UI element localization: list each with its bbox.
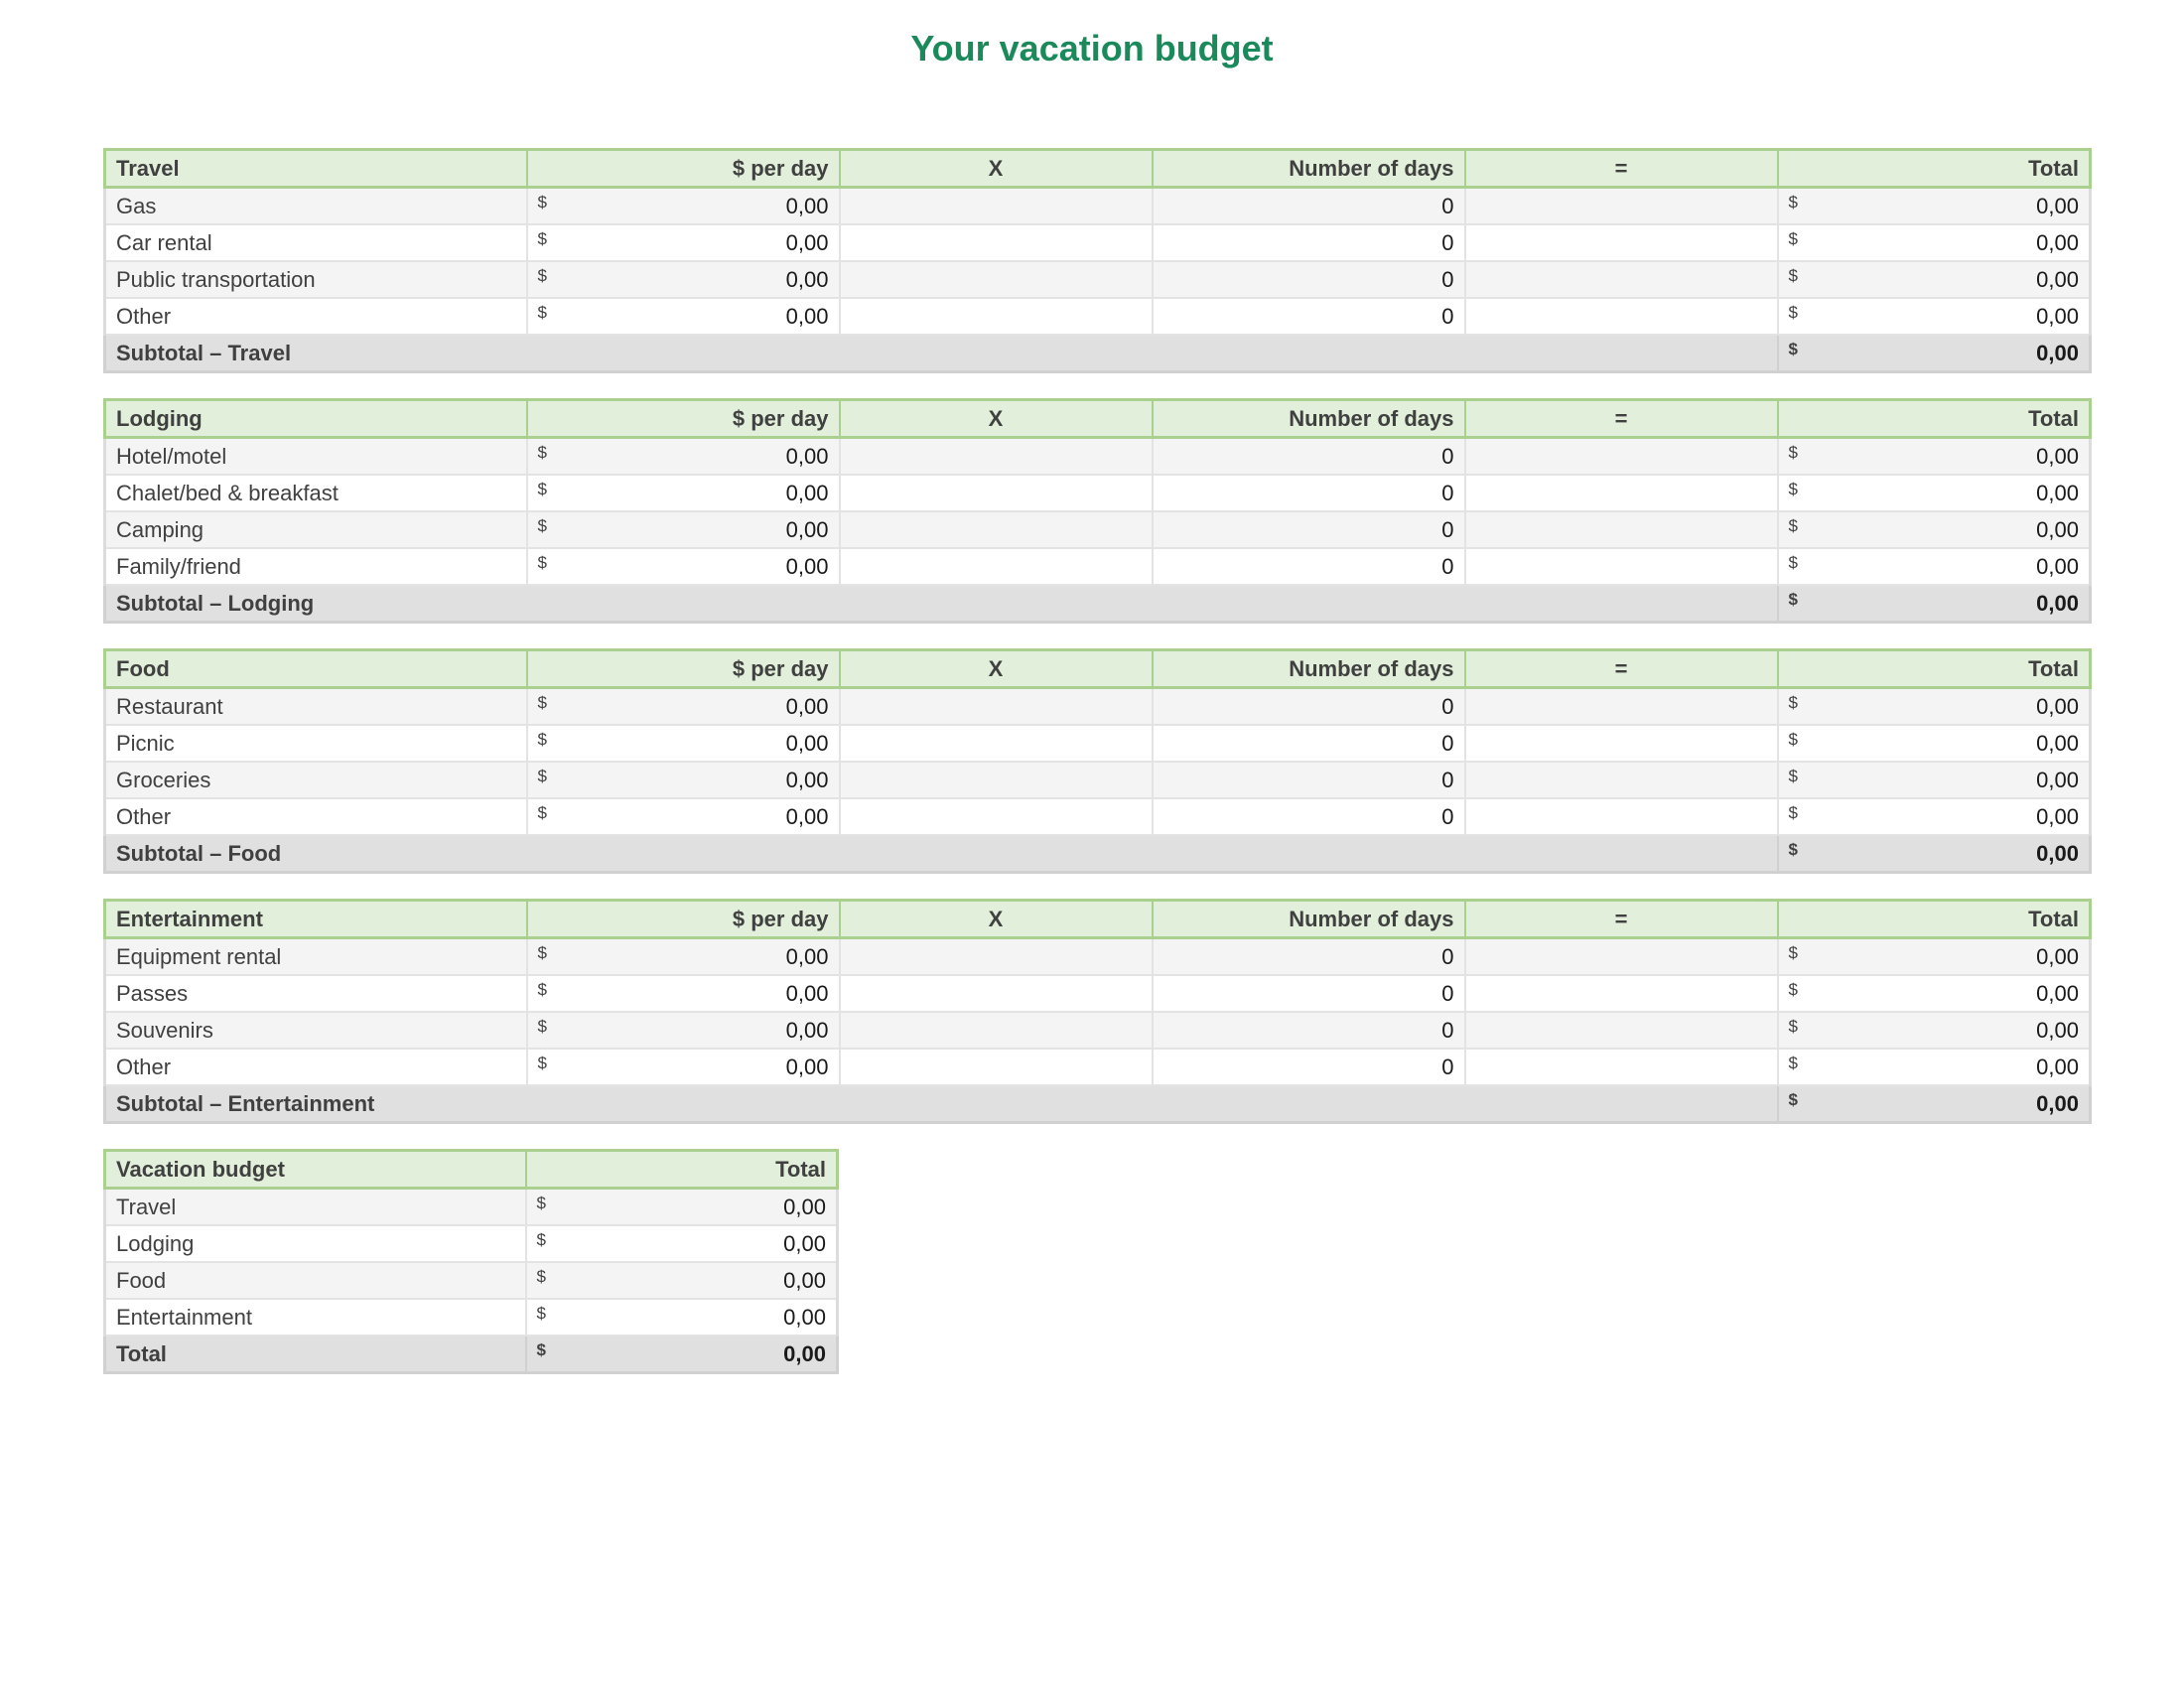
section-title: Travel bbox=[105, 150, 527, 188]
subtotal-value: 0,00 bbox=[2036, 840, 2079, 866]
item-label: Other bbox=[105, 298, 527, 335]
currency-symbol: $ bbox=[537, 980, 547, 999]
times-cell bbox=[840, 511, 1153, 548]
total-cell bbox=[1778, 762, 2091, 798]
total-value: 0,00 bbox=[2036, 980, 2079, 1006]
page-title: Your vacation budget bbox=[910, 28, 1274, 69]
currency-symbol: $ bbox=[537, 266, 547, 285]
item-label: Passes bbox=[105, 975, 527, 1012]
total-cell bbox=[1778, 475, 2091, 511]
per-day-value: 0,00 bbox=[785, 1017, 829, 1043]
table-row bbox=[105, 688, 2091, 726]
per-day-cell[interactable] bbox=[527, 975, 840, 1012]
summary-label: Food bbox=[105, 1262, 526, 1299]
per-day-cell[interactable] bbox=[527, 548, 840, 585]
per-day-value: 0,00 bbox=[785, 693, 829, 719]
times-cell bbox=[840, 475, 1153, 511]
days-cell[interactable]: 0 bbox=[1153, 1012, 1465, 1049]
item-label: Picnic bbox=[105, 725, 527, 762]
days-cell[interactable]: 0 bbox=[1153, 438, 1465, 476]
per-day-value: 0,00 bbox=[785, 266, 829, 292]
per-day-cell[interactable] bbox=[527, 298, 840, 335]
currency-symbol: $ bbox=[1788, 840, 1798, 859]
item-label: Other bbox=[105, 798, 527, 835]
days-cell[interactable]: 0 bbox=[1153, 725, 1465, 762]
per-day-cell[interactable] bbox=[527, 438, 840, 476]
times-cell bbox=[840, 548, 1153, 585]
subtotal-label: Subtotal – Travel bbox=[105, 335, 1778, 372]
total-value: 0,00 bbox=[2036, 693, 2079, 719]
equals-cell bbox=[1465, 762, 1778, 798]
summary-value: 0,00 bbox=[783, 1267, 826, 1293]
currency-symbol: $ bbox=[537, 229, 547, 248]
table-row bbox=[105, 475, 2091, 511]
item-label: Other bbox=[105, 1049, 527, 1085]
subtotal-cell bbox=[1778, 335, 2091, 372]
total-value: 0,00 bbox=[2036, 1054, 2079, 1079]
currency-symbol: $ bbox=[1788, 730, 1798, 749]
per-day-cell[interactable] bbox=[527, 938, 840, 976]
summary-table bbox=[103, 1149, 839, 1374]
currency-symbol: $ bbox=[537, 516, 547, 535]
per-day-cell[interactable] bbox=[527, 1049, 840, 1085]
currency-symbol: $ bbox=[1788, 943, 1798, 962]
currency-symbol: $ bbox=[1788, 803, 1798, 822]
item-label: Souvenirs bbox=[105, 1012, 527, 1049]
days-cell[interactable]: 0 bbox=[1153, 188, 1465, 225]
table-row bbox=[105, 1049, 2091, 1085]
currency-symbol: $ bbox=[1788, 340, 1798, 358]
equals-cell bbox=[1465, 298, 1778, 335]
days-cell[interactable]: 0 bbox=[1153, 298, 1465, 335]
total-cell bbox=[1778, 224, 2091, 261]
subtotal-row bbox=[105, 1085, 2091, 1123]
days-cell[interactable]: 0 bbox=[1153, 975, 1465, 1012]
table-row bbox=[105, 548, 2091, 585]
table-row bbox=[105, 261, 2091, 298]
subtotal-cell bbox=[1778, 585, 2091, 623]
item-label: Public transportation bbox=[105, 261, 527, 298]
per-day-value: 0,00 bbox=[785, 553, 829, 579]
total-value: 0,00 bbox=[2036, 480, 2079, 505]
summary-value: 0,00 bbox=[783, 1194, 826, 1219]
subtotal-cell bbox=[1778, 835, 2091, 873]
table-row bbox=[105, 511, 2091, 548]
days-cell[interactable]: 0 bbox=[1153, 261, 1465, 298]
equals-cell bbox=[1465, 511, 1778, 548]
total-value: 0,00 bbox=[2036, 229, 2079, 255]
currency-symbol: $ bbox=[1788, 1017, 1798, 1036]
travel-table bbox=[103, 148, 2092, 373]
currency-symbol: $ bbox=[537, 480, 547, 498]
col-per-day-header: $ per day bbox=[527, 901, 840, 938]
equals-cell bbox=[1465, 725, 1778, 762]
col-equals-header: = bbox=[1465, 150, 1778, 188]
table-row bbox=[105, 1189, 838, 1226]
per-day-cell[interactable] bbox=[527, 688, 840, 726]
currency-symbol: $ bbox=[1788, 266, 1798, 285]
per-day-value: 0,00 bbox=[785, 943, 829, 969]
summary-label: Entertainment bbox=[105, 1299, 526, 1336]
total-cell bbox=[1778, 298, 2091, 335]
currency-symbol: $ bbox=[536, 1230, 546, 1249]
currency-symbol: $ bbox=[537, 943, 547, 962]
currency-symbol: $ bbox=[537, 767, 547, 785]
times-cell bbox=[840, 798, 1153, 835]
section-title: Lodging bbox=[105, 400, 527, 438]
food-table bbox=[103, 648, 2092, 874]
currency-symbol: $ bbox=[1788, 480, 1798, 498]
currency-symbol: $ bbox=[537, 1017, 547, 1036]
per-day-value: 0,00 bbox=[785, 443, 829, 469]
times-cell bbox=[840, 1049, 1153, 1085]
currency-symbol: $ bbox=[537, 553, 547, 572]
table-row bbox=[105, 725, 2091, 762]
item-label: Groceries bbox=[105, 762, 527, 798]
col-total-header: Total bbox=[1778, 901, 2091, 938]
table-row bbox=[105, 1299, 838, 1336]
currency-symbol: $ bbox=[1788, 303, 1798, 322]
total-value: 0,00 bbox=[2036, 803, 2079, 829]
item-label: Hotel/motel bbox=[105, 438, 527, 476]
per-day-value: 0,00 bbox=[785, 229, 829, 255]
equals-cell bbox=[1465, 938, 1778, 976]
subtotal-label: Subtotal – Entertainment bbox=[105, 1085, 1778, 1123]
col-total-header: Total bbox=[526, 1151, 838, 1189]
grand-total-cell bbox=[526, 1336, 838, 1373]
total-cell bbox=[1778, 188, 2091, 225]
table-row bbox=[105, 1225, 838, 1262]
currency-symbol: $ bbox=[1788, 693, 1798, 712]
col-total-header: Total bbox=[1778, 650, 2091, 688]
total-cell bbox=[1778, 688, 2091, 726]
currency-symbol: $ bbox=[537, 693, 547, 712]
col-days-header: Number of days bbox=[1153, 650, 1465, 688]
col-equals-header: = bbox=[1465, 901, 1778, 938]
per-day-value: 0,00 bbox=[785, 980, 829, 1006]
equals-cell bbox=[1465, 688, 1778, 726]
grand-total-value: 0,00 bbox=[783, 1340, 826, 1366]
section-title: Food bbox=[105, 650, 527, 688]
item-label: Camping bbox=[105, 511, 527, 548]
per-day-cell[interactable] bbox=[527, 798, 840, 835]
subtotal-row bbox=[105, 835, 2091, 873]
col-total-header: Total bbox=[1778, 150, 2091, 188]
currency-symbol: $ bbox=[1788, 553, 1798, 572]
per-day-value: 0,00 bbox=[785, 480, 829, 505]
entertainment-table bbox=[103, 899, 2092, 1124]
per-day-cell[interactable] bbox=[527, 224, 840, 261]
subtotal-value: 0,00 bbox=[2036, 590, 2079, 616]
table-header bbox=[105, 400, 2091, 438]
equals-cell bbox=[1465, 188, 1778, 225]
summary-label: Travel bbox=[105, 1189, 526, 1226]
total-value: 0,00 bbox=[2036, 443, 2079, 469]
subtotal-label: Subtotal – Lodging bbox=[105, 585, 1778, 623]
subtotal-row bbox=[105, 585, 2091, 623]
summary-cell bbox=[526, 1225, 838, 1262]
currency-symbol: $ bbox=[1788, 229, 1798, 248]
subtotal-label: Subtotal – Food bbox=[105, 835, 1778, 873]
total-value: 0,00 bbox=[2036, 767, 2079, 792]
summary-value: 0,00 bbox=[783, 1230, 826, 1256]
equals-cell bbox=[1465, 224, 1778, 261]
item-label: Equipment rental bbox=[105, 938, 527, 976]
times-cell bbox=[840, 938, 1153, 976]
times-cell bbox=[840, 261, 1153, 298]
equals-cell bbox=[1465, 1049, 1778, 1085]
total-value: 0,00 bbox=[2036, 193, 2079, 218]
per-day-cell[interactable] bbox=[527, 1012, 840, 1049]
item-label: Gas bbox=[105, 188, 527, 225]
times-cell bbox=[840, 688, 1153, 726]
total-value: 0,00 bbox=[2036, 516, 2079, 542]
days-cell[interactable]: 0 bbox=[1153, 475, 1465, 511]
equals-cell bbox=[1465, 261, 1778, 298]
col-per-day-header: $ per day bbox=[527, 650, 840, 688]
total-cell bbox=[1778, 938, 2091, 976]
summary-cell bbox=[526, 1299, 838, 1336]
currency-symbol: $ bbox=[536, 1304, 546, 1323]
total-cell bbox=[1778, 511, 2091, 548]
total-cell bbox=[1778, 725, 2091, 762]
total-label: Total bbox=[105, 1336, 526, 1373]
total-value: 0,00 bbox=[2036, 730, 2079, 756]
table-header bbox=[105, 150, 2091, 188]
table-row bbox=[105, 938, 2091, 976]
currency-symbol: $ bbox=[537, 730, 547, 749]
per-day-value: 0,00 bbox=[785, 767, 829, 792]
times-cell bbox=[840, 1012, 1153, 1049]
col-times-header: X bbox=[840, 400, 1153, 438]
per-day-value: 0,00 bbox=[785, 516, 829, 542]
currency-symbol: $ bbox=[1788, 516, 1798, 535]
per-day-cell[interactable] bbox=[527, 762, 840, 798]
total-value: 0,00 bbox=[2036, 1017, 2079, 1043]
subtotal-cell bbox=[1778, 1085, 2091, 1123]
col-per-day-header: $ per day bbox=[527, 150, 840, 188]
table-header bbox=[105, 901, 2091, 938]
currency-symbol: $ bbox=[537, 443, 547, 462]
col-total-header: Total bbox=[1778, 400, 2091, 438]
per-day-cell[interactable] bbox=[527, 511, 840, 548]
currency-symbol: $ bbox=[537, 803, 547, 822]
summary-value: 0,00 bbox=[783, 1304, 826, 1330]
col-per-day-header: $ per day bbox=[527, 400, 840, 438]
days-cell[interactable]: 0 bbox=[1153, 548, 1465, 585]
total-cell bbox=[1778, 1012, 2091, 1049]
summary-cell bbox=[526, 1262, 838, 1299]
currency-symbol: $ bbox=[1788, 1054, 1798, 1072]
col-days-header: Number of days bbox=[1153, 150, 1465, 188]
equals-cell bbox=[1465, 1012, 1778, 1049]
currency-symbol: $ bbox=[1788, 443, 1798, 462]
table-row bbox=[105, 298, 2091, 335]
total-cell bbox=[1778, 1049, 2091, 1085]
per-day-cell[interactable] bbox=[527, 188, 840, 225]
col-times-header: X bbox=[840, 150, 1153, 188]
equals-cell bbox=[1465, 548, 1778, 585]
item-label: Restaurant bbox=[105, 688, 527, 726]
total-cell bbox=[1778, 261, 2091, 298]
item-label: Chalet/bed & breakfast bbox=[105, 475, 527, 511]
currency-symbol: $ bbox=[1788, 590, 1798, 609]
currency-symbol: $ bbox=[1788, 767, 1798, 785]
col-times-header: X bbox=[840, 901, 1153, 938]
total-value: 0,00 bbox=[2036, 266, 2079, 292]
times-cell bbox=[840, 438, 1153, 476]
total-row bbox=[105, 1336, 838, 1373]
per-day-value: 0,00 bbox=[785, 1054, 829, 1079]
currency-symbol: $ bbox=[537, 303, 547, 322]
total-cell bbox=[1778, 438, 2091, 476]
table-header bbox=[105, 650, 2091, 688]
summary-label: Lodging bbox=[105, 1225, 526, 1262]
subtotal-row bbox=[105, 335, 2091, 372]
equals-cell bbox=[1465, 475, 1778, 511]
table-row bbox=[105, 1012, 2091, 1049]
days-cell[interactable]: 0 bbox=[1153, 224, 1465, 261]
subtotal-value: 0,00 bbox=[2036, 1090, 2079, 1116]
per-day-value: 0,00 bbox=[785, 803, 829, 829]
per-day-value: 0,00 bbox=[785, 730, 829, 756]
col-equals-header: = bbox=[1465, 400, 1778, 438]
times-cell bbox=[840, 224, 1153, 261]
total-value: 0,00 bbox=[2036, 303, 2079, 329]
summary-title: Vacation budget bbox=[105, 1151, 526, 1189]
table-row bbox=[105, 1262, 838, 1299]
section-title: Entertainment bbox=[105, 901, 527, 938]
currency-symbol: $ bbox=[1788, 193, 1798, 211]
table-row bbox=[105, 762, 2091, 798]
days-cell[interactable]: 0 bbox=[1153, 762, 1465, 798]
times-cell bbox=[840, 298, 1153, 335]
table-row bbox=[105, 188, 2091, 225]
per-day-value: 0,00 bbox=[785, 193, 829, 218]
currency-symbol: $ bbox=[1788, 1090, 1798, 1109]
table-row bbox=[105, 798, 2091, 835]
times-cell bbox=[840, 762, 1153, 798]
table-row bbox=[105, 438, 2091, 476]
table-header bbox=[105, 1151, 838, 1189]
total-cell bbox=[1778, 548, 2091, 585]
equals-cell bbox=[1465, 975, 1778, 1012]
total-value: 0,00 bbox=[2036, 553, 2079, 579]
days-cell[interactable]: 0 bbox=[1153, 511, 1465, 548]
per-day-cell[interactable] bbox=[527, 725, 840, 762]
summary-cell bbox=[526, 1189, 838, 1226]
total-value: 0,00 bbox=[2036, 943, 2079, 969]
per-day-cell[interactable] bbox=[527, 261, 840, 298]
days-cell[interactable]: 0 bbox=[1153, 798, 1465, 835]
item-label: Family/friend bbox=[105, 548, 527, 585]
equals-cell bbox=[1465, 438, 1778, 476]
col-days-header: Number of days bbox=[1153, 400, 1465, 438]
per-day-cell[interactable] bbox=[527, 475, 840, 511]
days-cell[interactable]: 0 bbox=[1153, 1049, 1465, 1085]
currency-symbol: $ bbox=[536, 1267, 546, 1286]
times-cell bbox=[840, 725, 1153, 762]
col-days-header: Number of days bbox=[1153, 901, 1465, 938]
total-cell bbox=[1778, 975, 2091, 1012]
lodging-table bbox=[103, 398, 2092, 624]
subtotal-value: 0,00 bbox=[2036, 340, 2079, 365]
per-day-value: 0,00 bbox=[785, 303, 829, 329]
currency-symbol: $ bbox=[537, 1054, 547, 1072]
currency-symbol: $ bbox=[537, 193, 547, 211]
currency-symbol: $ bbox=[536, 1340, 546, 1359]
col-equals-header: = bbox=[1465, 650, 1778, 688]
equals-cell bbox=[1465, 798, 1778, 835]
currency-symbol: $ bbox=[1788, 980, 1798, 999]
item-label: Car rental bbox=[105, 224, 527, 261]
times-cell bbox=[840, 188, 1153, 225]
table-row bbox=[105, 224, 2091, 261]
col-times-header: X bbox=[840, 650, 1153, 688]
days-cell[interactable]: 0 bbox=[1153, 688, 1465, 726]
table-row bbox=[105, 975, 2091, 1012]
times-cell bbox=[840, 975, 1153, 1012]
days-cell[interactable]: 0 bbox=[1153, 938, 1465, 976]
currency-symbol: $ bbox=[536, 1194, 546, 1212]
total-cell bbox=[1778, 798, 2091, 835]
